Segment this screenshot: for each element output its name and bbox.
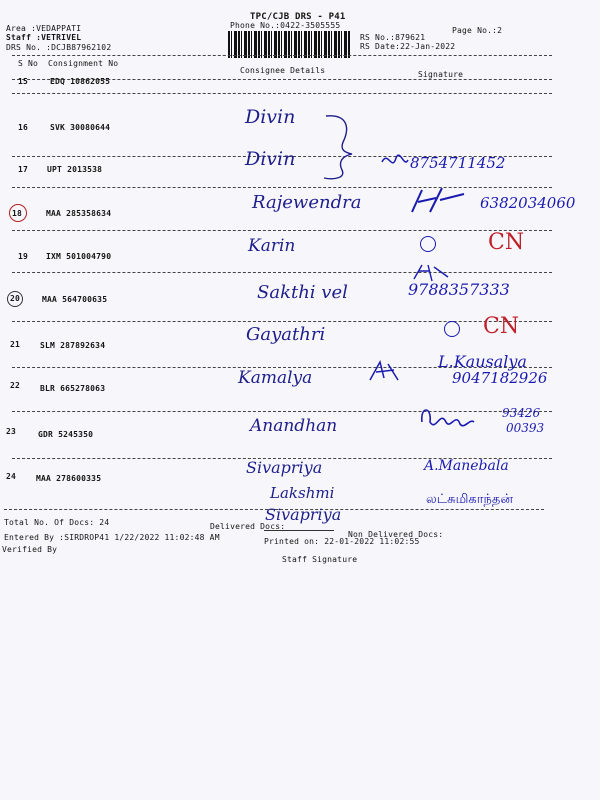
signature-scribble [380, 150, 410, 174]
signature-scribble [368, 360, 402, 384]
col-consignment: Consignment No [48, 59, 119, 68]
staff-label: Staff :VETRIVEL [6, 33, 82, 42]
handwritten-name: Sakthi vel [257, 282, 348, 303]
brace-mark [320, 112, 360, 182]
barcode [228, 31, 350, 58]
document-title: TPC/CJB DRS - P41 [250, 12, 346, 22]
printed-on: Printed on: 22-01-2022 11:02:55 [264, 537, 420, 546]
row-sno: 18 [12, 209, 23, 218]
cn-mark: CN [488, 230, 525, 255]
row-consignment: MAA 564700635 [42, 295, 108, 304]
signature-tamil: லட்சுமிகாந்தன் [426, 492, 513, 507]
phone-number: Phone No.:0422-3505555 [230, 21, 341, 30]
drs-number: DRS No. :DCJB87962102 [6, 43, 112, 52]
col-sno: S No [18, 59, 39, 68]
row-sno: 24 [6, 472, 17, 481]
staff-signature: Staff Signature [282, 555, 358, 564]
signature-scribble [408, 186, 468, 216]
row-sno: 19 [18, 252, 29, 261]
handwritten-name: Gayathri [246, 324, 326, 345]
signature-scribble [418, 404, 478, 434]
row-consignment: MAA 285358634 [46, 209, 112, 218]
col-consignee: Consignee Details [240, 66, 326, 75]
x-circle-icon [420, 236, 436, 252]
row-consignment: SLM 287892634 [40, 341, 106, 350]
signature-phone: 9047182926 [452, 369, 548, 387]
handwritten-name: Sivapriya [246, 458, 323, 477]
handwritten-name: Karin [248, 236, 296, 256]
handwritten-name: Divin [245, 106, 296, 128]
row-consignment: GDR 5245350 [38, 430, 94, 439]
handwritten-name: Anandhan [250, 416, 338, 436]
row-consignment: BLR 665278063 [40, 384, 106, 393]
row-sno: 23 [6, 427, 17, 436]
row-consignment: SVK 30080644 [50, 123, 111, 132]
row-consignment: IXM 501004790 [46, 252, 112, 261]
row-sno: 15 [18, 77, 29, 86]
cn-mark: CN [483, 314, 520, 339]
delivered-docs: Delivered Docs: [210, 522, 286, 531]
signature-text: L.Kausalya [438, 352, 527, 371]
page-number: Page No.:2 [452, 26, 503, 35]
handwritten-name: Divin [245, 148, 296, 170]
total-docs: Total No. Of Docs: 24 [4, 518, 110, 527]
handwritten-name: Lakshmi [270, 484, 335, 502]
signature-text: 9788357333 [408, 280, 510, 299]
row-sno: 17 [18, 165, 29, 174]
signature-text: 6382034060 [480, 194, 576, 212]
rs-number: RS No.:879621 [360, 33, 426, 42]
row-consignment: MAA 278600335 [36, 474, 102, 483]
verified-by: Verified By [2, 545, 58, 554]
signature-text: A.Manebala [424, 458, 509, 474]
signature-text: 8754711452 [410, 154, 506, 172]
entered-by: Entered By :SIRDROP41 1/22/2022 11:02:48 AM [4, 533, 220, 542]
area-label: Area :VEDAPPATI [6, 24, 82, 33]
row-consignment: UPT 2013538 [47, 165, 103, 174]
row-consignment: EDQ 10862055 [50, 77, 111, 86]
signature-phone: 00393 [506, 421, 545, 435]
non-delivered-docs: Non Delivered Docs: [348, 530, 444, 539]
x-circle-icon [444, 321, 460, 337]
signature-phone: 93426 [502, 406, 541, 420]
handwritten-name: Sivapriya [265, 505, 342, 524]
row-sno: 21 [10, 340, 21, 349]
handwritten-name: Kamalya [238, 368, 313, 388]
row-sno: 22 [10, 381, 21, 390]
rs-date: RS Date:22-Jan-2022 [360, 42, 456, 51]
handwritten-name: Rajewendra [252, 192, 362, 213]
row-sno: 16 [18, 123, 29, 132]
col-signature: Signature [418, 70, 464, 79]
row-sno: 20 [10, 294, 21, 303]
